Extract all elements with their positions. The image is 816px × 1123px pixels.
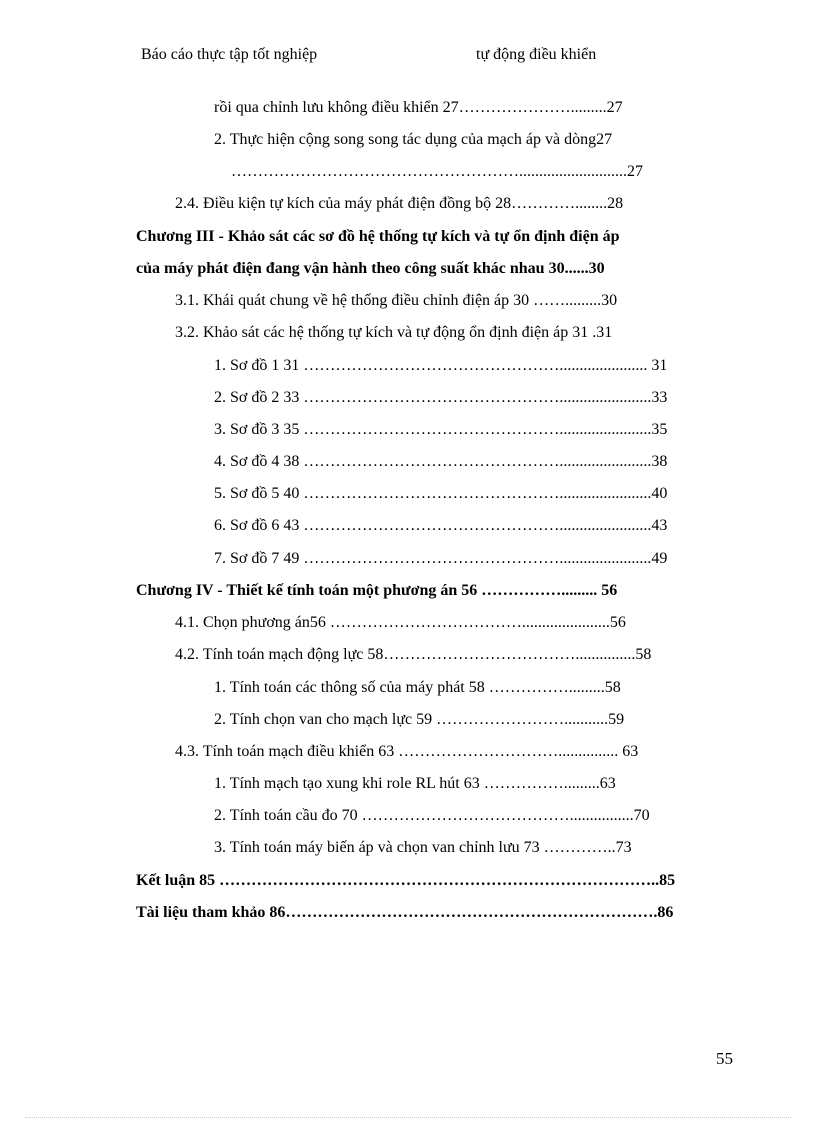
toc-entry: Chương III - Khảo sát các sơ đồ hệ thống tự kích và tự ổn định điện áp — [136, 228, 620, 245]
toc-entry: 3. Sơ đồ 3 35 ………………………………………….......................35 — [214, 421, 668, 438]
toc-entry: 3. Tính toán máy biến áp và chọn van chỉnh lưu 73 …………..73 — [214, 839, 632, 856]
toc-entry: 1. Tính mạch tạo xung khi role RL hút 63 …………….........63 — [214, 775, 616, 792]
footer-divider — [25, 1117, 791, 1119]
toc-entry: Kết luận 85 ………………………………………………………………………..85 — [136, 872, 676, 889]
toc-entry: ………………………………………………...........................27 — [231, 163, 643, 180]
toc-entry: 6. Sơ đồ 6 43 ………………………………………….......................43 — [214, 517, 668, 534]
toc-entry: 2. Thực hiện cộng song song tác dụng của mạch áp và dòng27 — [214, 131, 613, 148]
toc-entry: 1. Sơ đồ 1 31 …………………………………………...................... 31 — [214, 357, 668, 374]
toc-entry: 3.1. Khái quát chung về hệ thống điều chỉnh điện áp 30 …….........30 — [175, 292, 618, 309]
page-header-right: tự động điều khiển — [476, 46, 597, 63]
toc-entry: 2. Sơ đồ 2 33 ………………………………………….......................33 — [214, 389, 668, 406]
toc-entry: 2.4. Điều kiện tự kích của máy phát điện đồng bộ 28…………........28 — [175, 195, 624, 212]
toc-entry: 4.2. Tính toán mạch động lực 58………………………………...............58 — [175, 646, 652, 663]
toc-entry: 7. Sơ đồ 7 49 ………………………………………….......................49 — [214, 550, 668, 567]
toc-entry: 1. Tính toán các thông số của máy phát 58 …………….........58 — [214, 679, 621, 696]
toc-entry: 3.2. Khảo sát các hệ thống tự kích và tự động ổn định điện áp 31 .31 — [175, 324, 613, 341]
toc-entry: 2. Tính toán cầu đo 70 …………………………………................70 — [214, 807, 650, 824]
toc-entry: 5. Sơ đồ 5 40 ………………………………………….......................40 — [214, 485, 668, 502]
page-number: 55 — [716, 1049, 733, 1068]
toc-entry: 2. Tính chọn van cho mạch lực 59 ……………………...........59 — [214, 711, 625, 728]
toc-entry: 4.1. Chọn phương án56 ………………………………......................56 — [175, 614, 626, 631]
page-header-left: Báo cáo thực tập tốt nghiệp — [141, 46, 318, 63]
toc-entry: của máy phát điện đang vận hành theo công suất khác nhau 30......30 — [136, 260, 605, 277]
toc-entry: 4.3. Tính toán mạch điều khiển 63 …………………………............... 63 — [175, 743, 639, 760]
toc-entry: rồi qua chỉnh lưu không điều khiển 27………………….........27 — [214, 99, 623, 116]
toc-entry: 4. Sơ đồ 4 38 ………………………………………….......................38 — [214, 453, 668, 470]
toc-entry: Chương IV - Thiết kế tính toán một phương án 56 ……………......... 56 — [136, 582, 618, 599]
toc-entry: Tài liệu tham khảo 86…………………………………………………………….86 — [136, 904, 674, 921]
